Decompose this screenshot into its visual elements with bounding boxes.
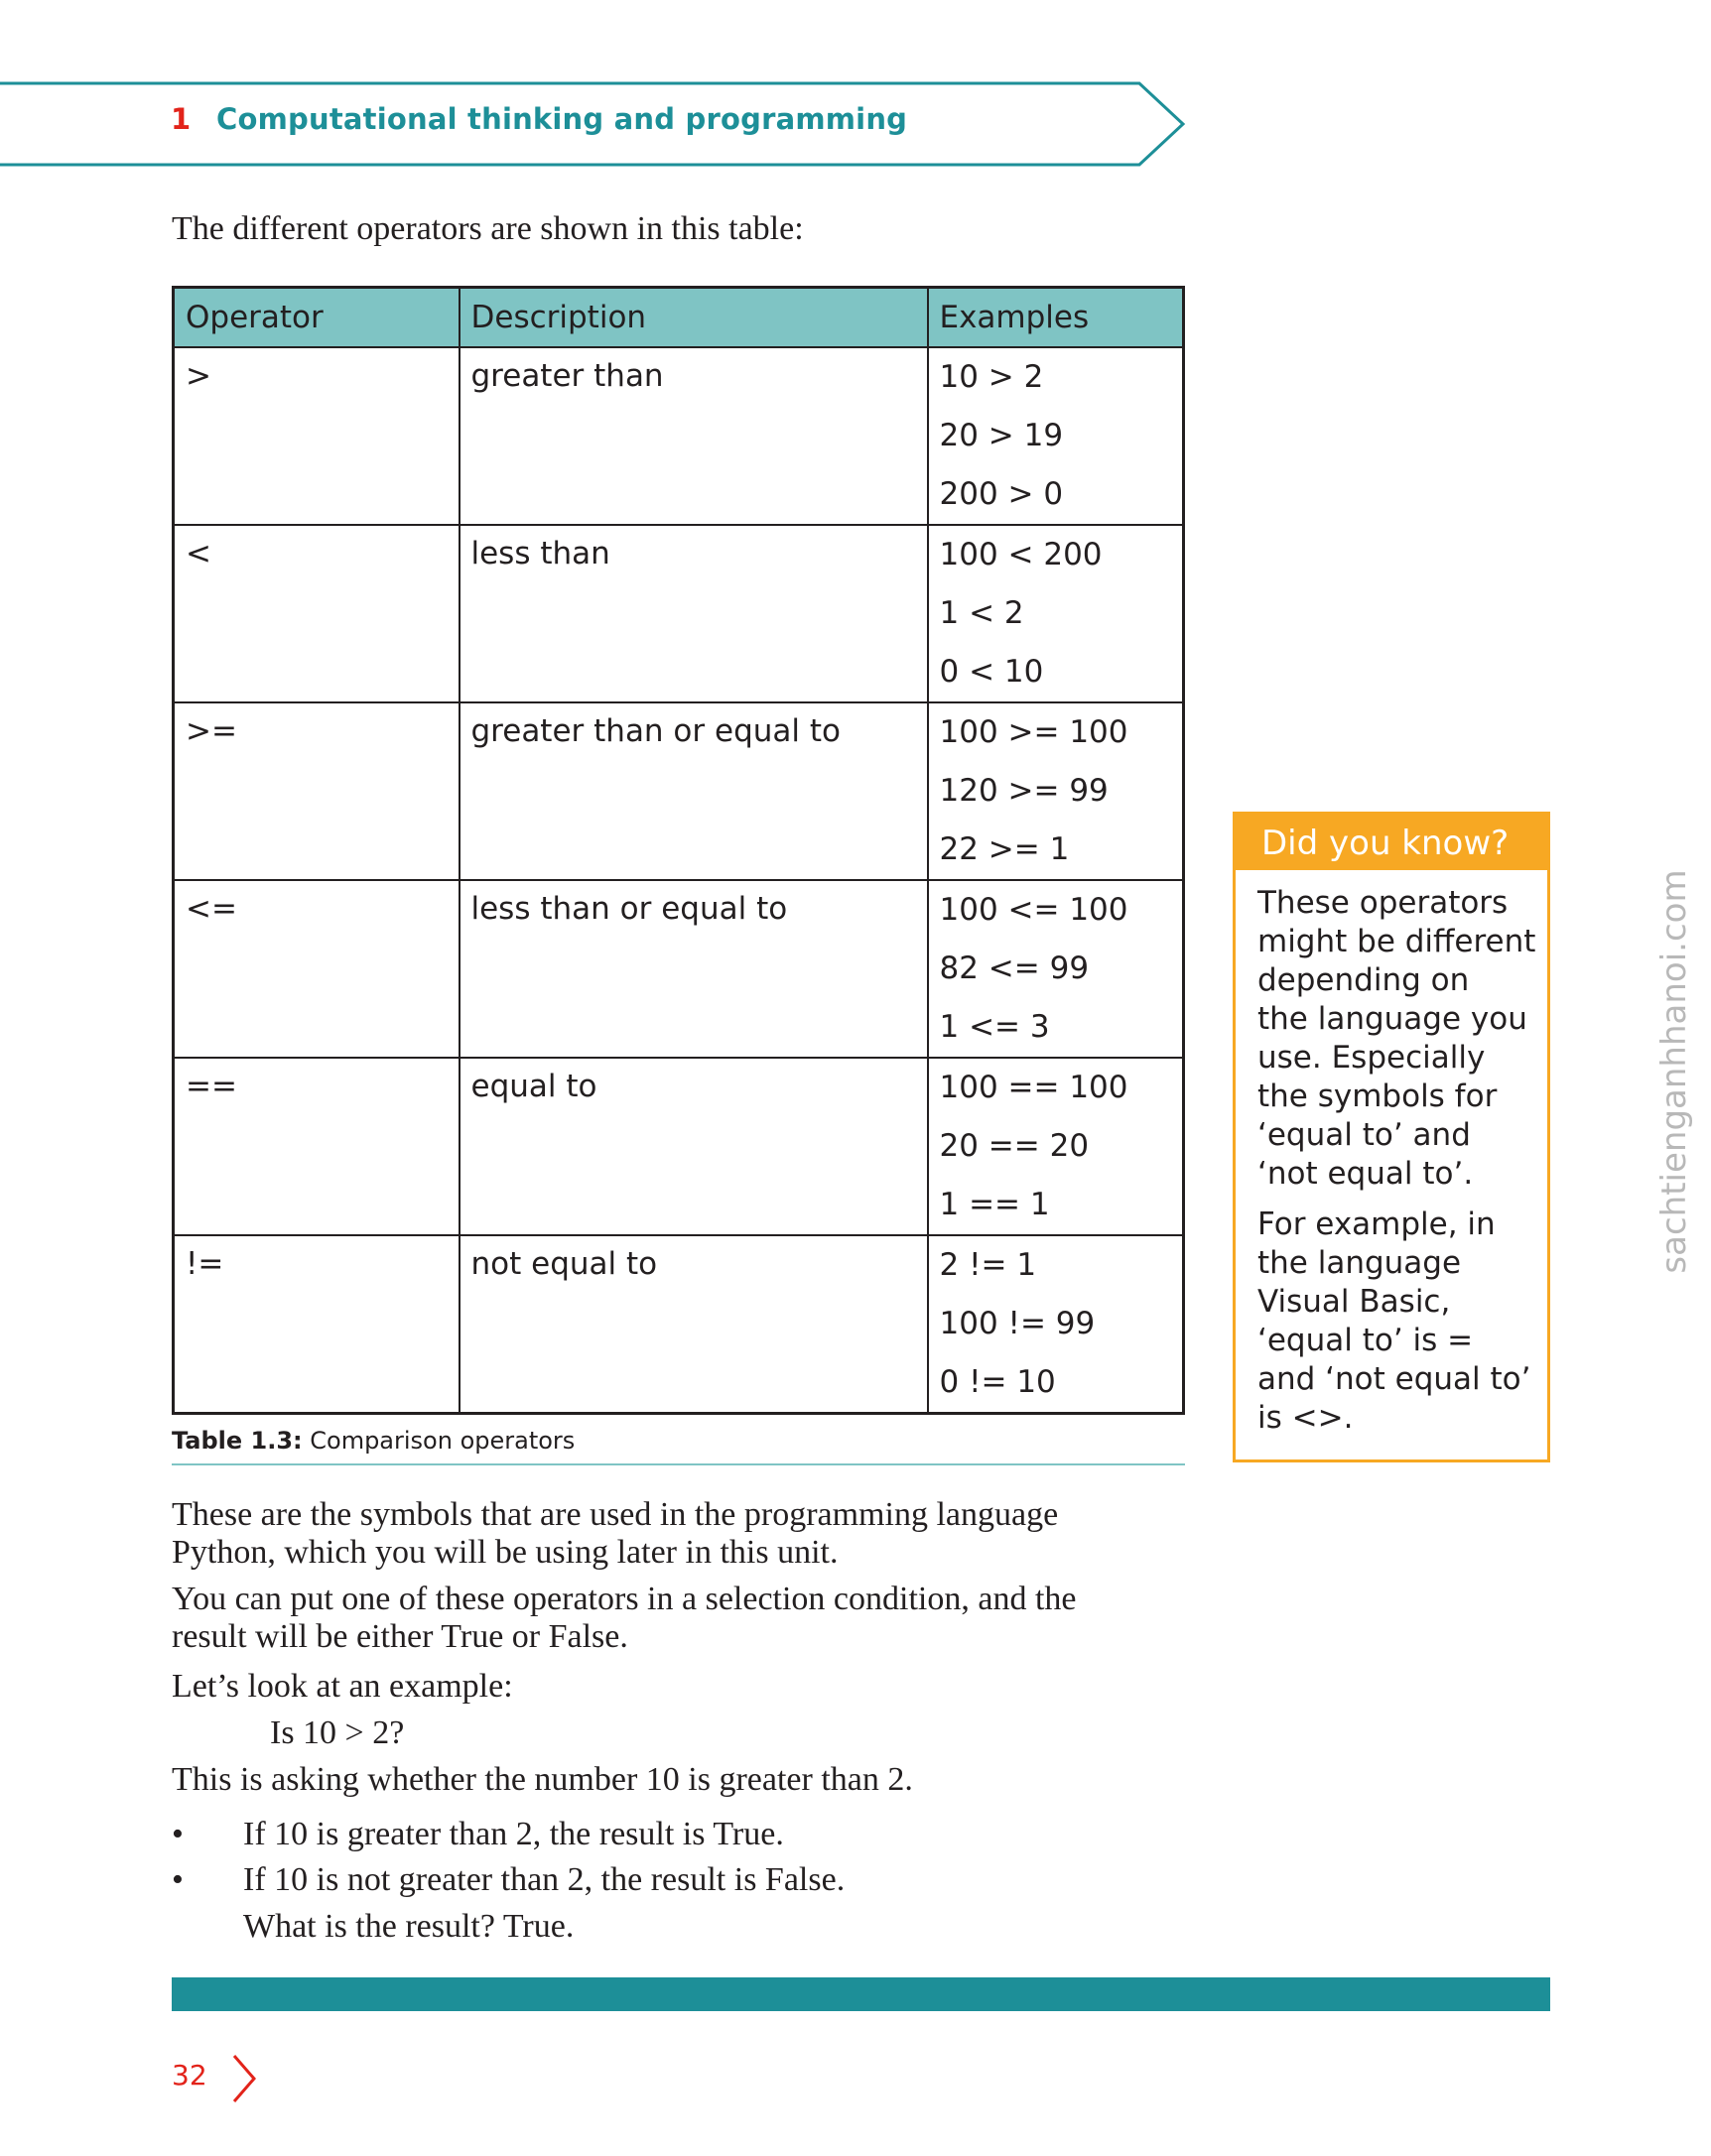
example-item: 2 != 1 xyxy=(939,1247,1037,1283)
dyk-line: These operators xyxy=(1257,885,1509,921)
example-item: 100 < 200 xyxy=(939,537,1103,572)
paragraph-line: result will be either True or False. xyxy=(172,1618,628,1655)
operator-cell: == xyxy=(174,1058,460,1235)
caption-text: Comparison operators xyxy=(302,1427,576,1455)
examples-cell xyxy=(928,880,1184,1058)
example-item: 20 > 19 xyxy=(939,418,1064,453)
dyk-line: depending on xyxy=(1257,962,1470,998)
did-you-know-body xyxy=(1236,870,1547,1438)
did-you-know-paragraph xyxy=(1257,1205,1545,1438)
did-you-know-paragraph xyxy=(1257,884,1545,1194)
dyk-line: is <>. xyxy=(1257,1400,1354,1436)
description-cell: less than xyxy=(460,525,928,702)
list-item xyxy=(172,1816,784,1853)
bullet-marker: • xyxy=(172,1816,184,1852)
operator-cell: <= xyxy=(174,880,460,1058)
paragraph-line: You can put one of these operators in a selection condition, and the xyxy=(172,1581,1077,1617)
examples-cell xyxy=(928,525,1184,702)
example-item: 100 == 100 xyxy=(939,1070,1128,1105)
dyk-line: ‘not equal to’. xyxy=(1257,1156,1474,1192)
example-item: 1 < 2 xyxy=(939,595,1024,631)
dyk-line: the symbols for xyxy=(1257,1078,1498,1114)
example-item: 100 <= 100 xyxy=(939,892,1128,928)
table-row xyxy=(174,702,1184,880)
dyk-line: and ‘not equal to’ xyxy=(1257,1361,1531,1397)
paragraph-3: Let’s look at an example: xyxy=(172,1668,513,1705)
operator-cell: >= xyxy=(174,702,460,880)
examples-cell xyxy=(928,1058,1184,1235)
table-row xyxy=(174,880,1184,1058)
examples-cell xyxy=(928,347,1184,525)
header-operator: Operator xyxy=(174,288,460,348)
table-row xyxy=(174,1058,1184,1235)
dyk-line: ‘equal to’ is = xyxy=(1257,1323,1474,1358)
page-number: 32 xyxy=(172,2059,207,2092)
operator-cell: > xyxy=(174,347,460,525)
table-header-row xyxy=(174,288,1184,348)
caption-divider xyxy=(172,1463,1185,1465)
table-row xyxy=(174,1235,1184,1414)
list-item xyxy=(172,1861,845,1899)
example-item: 100 >= 100 xyxy=(939,714,1128,750)
examples-cell xyxy=(928,1235,1184,1414)
dyk-line: use. Especially xyxy=(1257,1040,1486,1076)
caption-label: Table 1.3: xyxy=(172,1427,303,1455)
table-row xyxy=(174,347,1184,525)
paragraph-4: This is asking whether the number 10 is greater than 2. xyxy=(172,1761,913,1798)
dyk-line: the language you xyxy=(1257,1001,1527,1037)
example-item: 1 == 1 xyxy=(939,1187,1050,1222)
dyk-line: Visual Basic, xyxy=(1257,1284,1451,1320)
bullet-text: If 10 is not greater than 2, the result is False. xyxy=(243,1861,846,1898)
description-cell: not equal to xyxy=(460,1235,928,1414)
did-you-know-title: Did you know? xyxy=(1236,815,1547,870)
dyk-line: the language xyxy=(1257,1245,1462,1281)
example-question: Is 10 > 2? xyxy=(270,1714,405,1751)
example-item: 0 < 10 xyxy=(939,654,1044,690)
examples-cell xyxy=(928,702,1184,880)
did-you-know-box xyxy=(1233,812,1550,1462)
table-caption xyxy=(172,1427,575,1455)
header-examples: Examples xyxy=(928,288,1184,348)
example-item: 200 > 0 xyxy=(939,476,1064,512)
conclusion-text: What is the result? True. xyxy=(243,1908,575,1945)
description-cell: greater than xyxy=(460,347,928,525)
operator-cell: != xyxy=(174,1235,460,1414)
dyk-line: ‘equal to’ and xyxy=(1257,1117,1471,1153)
example-item: 10 > 2 xyxy=(939,359,1044,395)
footer-bar xyxy=(172,1977,1550,2011)
example-item: 20 == 20 xyxy=(939,1128,1090,1164)
paragraph-line: Python, which you will be using later in this unit. xyxy=(172,1534,839,1571)
dyk-line: For example, in xyxy=(1257,1206,1496,1242)
example-item: 0 != 10 xyxy=(939,1364,1056,1400)
example-item: 22 >= 1 xyxy=(939,831,1070,867)
header-description: Description xyxy=(460,288,928,348)
operators-table xyxy=(172,286,1185,1415)
dyk-line: might be different xyxy=(1257,924,1536,959)
bullet-text: If 10 is greater than 2, the result is True. xyxy=(243,1816,784,1852)
watermark-text: sachtienganhhanoi.com xyxy=(1654,869,1694,1274)
description-cell: less than or equal to xyxy=(460,880,928,1058)
operator-cell: < xyxy=(174,525,460,702)
paragraph-2 xyxy=(172,1581,1164,1656)
table-row xyxy=(174,525,1184,702)
example-item: 100 != 99 xyxy=(939,1306,1096,1341)
bullet-marker: • xyxy=(172,1861,184,1898)
paragraph-1 xyxy=(172,1496,1164,1572)
description-cell: equal to xyxy=(460,1058,928,1235)
example-item: 1 <= 3 xyxy=(939,1009,1050,1045)
chapter-number: 1 xyxy=(171,102,192,136)
intro-text: The different operators are shown in this table: xyxy=(172,210,804,247)
example-item: 120 >= 99 xyxy=(939,773,1109,809)
example-item: 82 <= 99 xyxy=(939,951,1090,986)
description-cell: greater than or equal to xyxy=(460,702,928,880)
chapter-title: Computational thinking and programming xyxy=(216,102,908,136)
paragraph-line: These are the symbols that are used in the programming language xyxy=(172,1496,1059,1533)
chevron-right-icon xyxy=(230,2053,258,2104)
